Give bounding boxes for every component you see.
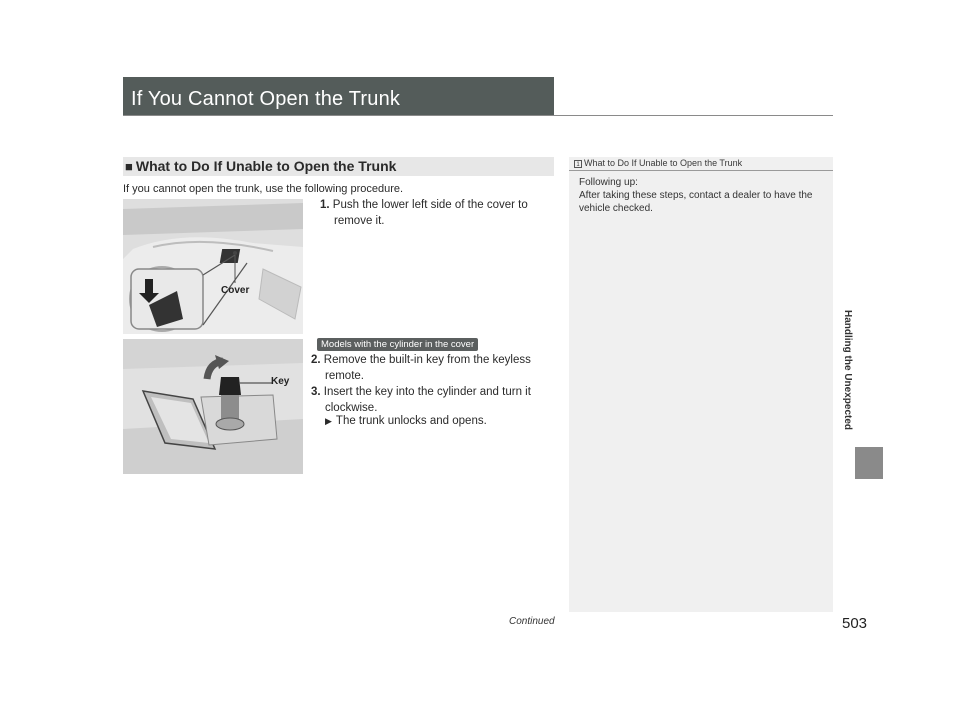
section-heading [125,158,396,174]
step-3-number: 3. [311,386,321,398]
step-1 [320,197,545,229]
note-panel [569,157,833,612]
cover-illustration-graphic [123,199,303,334]
section-heading-text: What to Do If Unable to Open the Trunk [135,158,397,174]
step-1-text-line2: remove it. [334,215,385,227]
step-2-number: 2. [311,354,321,366]
continued-label: Continued [509,616,555,627]
key-cylinder-illustration [123,339,303,474]
chapter-tab-marker [855,447,883,479]
step-1-text-line1: Push the lower left side of the cover to [332,199,528,211]
step-2-text-line2: remote. [325,370,364,382]
step-1-number: 1. [320,199,330,211]
intro-text: If you cannot open the trunk, use the following procedure. [123,183,404,195]
cover-callout-label: Cover [221,285,250,296]
chapter-tab-label: Handling the Unexpected [842,310,853,431]
title-divider [123,115,833,116]
note-label: Following up: [579,177,638,188]
key-cylinder-illustration-graphic [123,339,303,474]
step-2-text-line1: Remove the built-in key from the keyless [323,354,531,366]
section-marker-icon: ■ [125,159,133,174]
result-arrow-icon: ▶ [325,416,332,426]
key-callout-label: Key [271,376,290,387]
note-header-text: What to Do If Unable to Open the Trunk [584,158,743,168]
result-text: The trunk unlocks and opens. [335,415,487,427]
note-header [574,158,742,168]
model-applicability-badge: Models with the cylinder in the cover [317,338,478,351]
step-3-text-line1: Insert the key into the cylinder and turn it [323,386,531,398]
step-result [325,415,487,427]
step-2 [311,352,551,384]
note-divider [569,170,833,171]
note-body: After taking these steps, contact a dealer to have the vehicle checked. [579,190,813,214]
note-reference-icon: 1 [574,160,582,168]
step-3-text-line2: clockwise. [325,402,378,414]
page-number: 503 [842,615,868,632]
step-3 [311,384,551,416]
page-title: If You Cannot Open the Trunk [131,88,401,110]
cover-illustration [123,199,303,334]
